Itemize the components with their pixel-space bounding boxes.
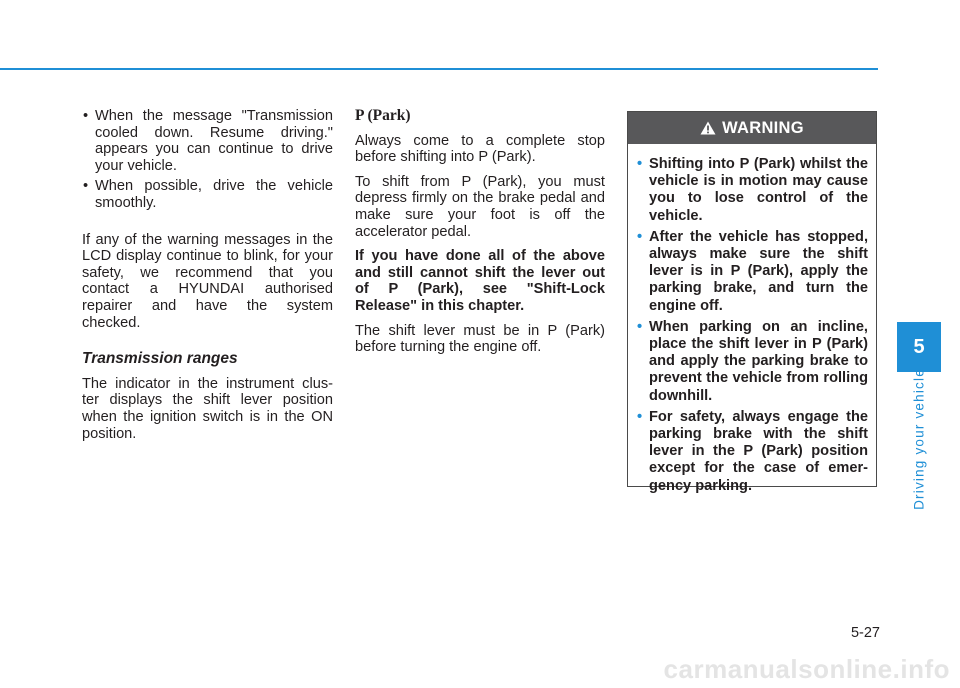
transmission-ranges-paragraph: The indicator in the instrument clus- ter displays the shift lever position when the ignition switch is in the ON position.	[82, 375, 333, 442]
section-heading-transmission-ranges: Transmission ranges	[82, 350, 238, 368]
park-paragraph-2: To shift from P (Park), you must depress firmly on the brake pedal and make sure your foot is off the accelerator pedal.	[355, 173, 605, 240]
warning-list	[637, 156, 868, 495]
warning-triangle-icon	[700, 121, 716, 135]
warning-box	[627, 111, 877, 494]
warning-title: WARNING	[722, 118, 804, 137]
park-paragraph-1: Always come to a complete stop before shifting into P (Park).	[355, 132, 605, 166]
warning-item: • For safety, always engage the parking brake with the shift lever in the P (Park) position except for the case of emer- gency parking.	[637, 408, 868, 494]
warning-item: • Shifting into P (Park) whilst the vehicle is in motion may cause you to lose control of the vehicle.	[637, 156, 868, 224]
section-heading-park: P (Park)	[355, 107, 411, 124]
bullet-list	[82, 108, 333, 212]
park-paragraph-3: If you have done all of the above and still cannot shift the lever out of P (Park), see "Shift-Lock Release" in this chapter.	[355, 248, 605, 314]
list-item: • When possible, drive the vehicle smoothly.	[83, 178, 333, 211]
middle-column	[355, 108, 605, 364]
page-number: 5-27	[850, 625, 880, 641]
warning-header	[628, 112, 876, 144]
warning-item: • After the vehicle has stopped, always make sure the shift lever is in P (Park), apply the parking brake, and turn the engine off.	[637, 228, 868, 314]
warning-item: • When parking on an incline, place the shift lever in P (Park) and apply the parking brake to prevent the vehicle from rolling downhill.	[637, 318, 868, 404]
chapter-tab: 5	[897, 322, 941, 372]
watermark: carmanualsonline.info	[663, 654, 950, 684]
park-paragraph-4: The shift lever must be in P (Park) before turning the engine off.	[355, 322, 605, 356]
list-item: • When the message "Transmission cooled down. Resume driving." appears you can continue to drive your vehicle.	[83, 108, 333, 174]
warning-body	[628, 144, 876, 495]
chapter-label: Driving your vehicle	[911, 368, 927, 510]
top-rule	[0, 68, 878, 70]
left-column	[82, 108, 333, 450]
warning-messages-paragraph: If any of the warning messages in the LCD display continue to blink, for your safety, we recommend that you contact a HYUNDAI authorised repairer and have the system checked.	[82, 231, 333, 331]
